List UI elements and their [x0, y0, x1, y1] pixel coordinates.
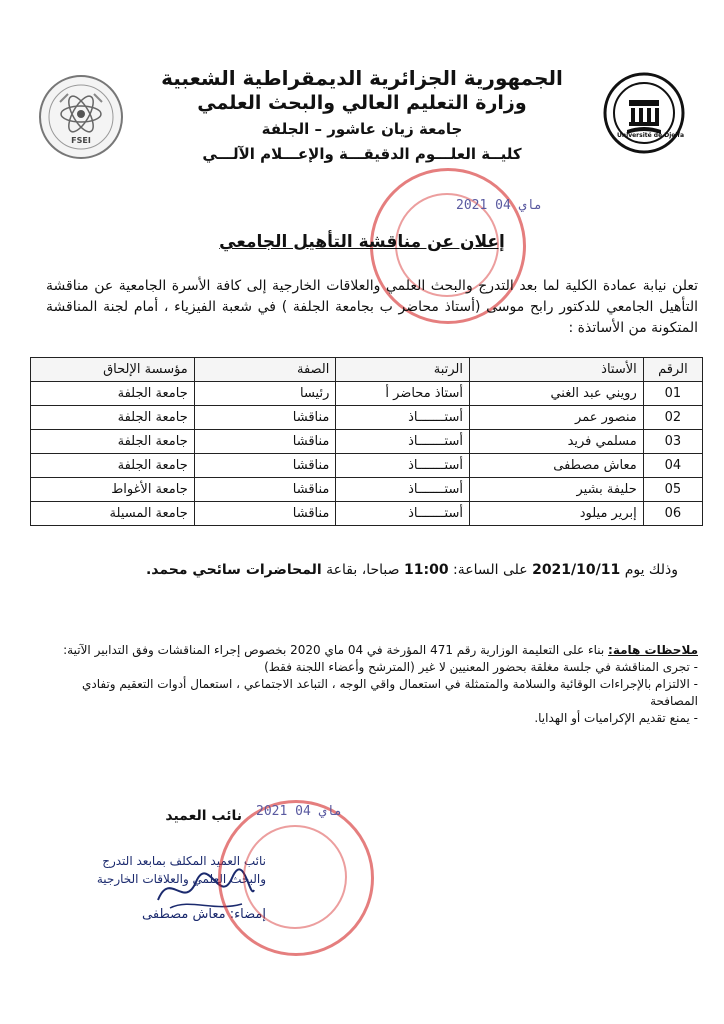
row-institution: جامعة الجلفة: [31, 382, 195, 406]
signature-stamp-line: والبحث العلمي والعلاقات الخارجية: [96, 872, 266, 886]
row-number: 01: [643, 382, 702, 406]
note-item: - يمنع تقديم الإكراميات أو الهدايا.: [534, 711, 698, 725]
university-name: جامعة زيان عاشور – الجلفة: [261, 120, 463, 138]
announcement-intro: تعلن نيابة عمادة الكلية لما بعد التدرج والبحث العلمي والعلاقات الخارجية إلى كافة الأسرة الجامعية عن مناقشة التأهيل الجامعي للدكتور رابح موسى (أستاذ محاضر ب بجامعة الجلفة ) في شعبة الفيزياء ، أمام لجنة المناقشة المتكونة من الأساتذة :: [46, 278, 698, 336]
column-header-role: الصفة: [194, 358, 336, 382]
stamp-date-bottom: 2021 04 ماي: [256, 804, 343, 819]
faculty-logo-text: FSEI: [71, 136, 91, 145]
row-professor: مسلمي فريد: [469, 430, 643, 454]
row-number: 06: [643, 502, 702, 526]
stamp-date-top: 2021 ماي 04: [456, 198, 543, 213]
table-row: [31, 454, 703, 478]
defense-schedule: [146, 562, 678, 578]
row-number: 03: [643, 430, 702, 454]
committee-table: [30, 357, 703, 526]
table-row: [31, 502, 703, 526]
row-role: رئيسا: [194, 382, 336, 406]
notes-heading-line: [46, 642, 698, 659]
row-number: 02: [643, 406, 702, 430]
row-professor: إبرير ميلود: [469, 502, 643, 526]
announcement-title: إعلان عن مناقشة التأهيل الجامعي: [219, 232, 505, 252]
column-header-professor: الأستاذ: [469, 358, 643, 382]
signature-title: نائب العميد: [165, 808, 242, 824]
important-notes: [46, 642, 698, 727]
row-number: 04: [643, 454, 702, 478]
row-institution: جامعة الأغواط: [31, 478, 195, 502]
row-rank: أستـــــــاذ: [336, 406, 470, 430]
row-role: مناقشا: [194, 430, 336, 454]
schedule-date: 2021/10/11: [532, 562, 621, 578]
row-rank: أستـــــــاذ: [336, 454, 470, 478]
row-rank: أستـــــــاذ: [336, 478, 470, 502]
row-role: مناقشا: [194, 478, 336, 502]
table-row: [31, 478, 703, 502]
row-role: مناقشا: [194, 502, 336, 526]
schedule-time: 11:00: [404, 562, 449, 578]
table-row: [31, 430, 703, 454]
column-header-institution: مؤسسة الإلحاق: [31, 358, 195, 382]
row-rank: أستاذ محاضر أ: [336, 382, 470, 406]
row-professor: منصور عمر: [469, 406, 643, 430]
notes-intro: بناء على التعليمة الوزارية رقم 471 المؤرخة في 04 ماي 2020 بخصوص إجراء المناقشات وفق التدابير الآتية:: [63, 643, 605, 657]
official-stamp-bottom: [218, 800, 374, 956]
row-institution: جامعة المسيلة: [31, 502, 195, 526]
ministry-name: وزارة التعليم العالي والبحث العلمي: [197, 92, 527, 114]
column-header-number: الرقم: [643, 358, 702, 382]
table-row: [31, 382, 703, 406]
row-professor: حليفة بشير: [469, 478, 643, 502]
table-header-row: [31, 358, 703, 382]
note-item: - الالتزام بالإجراءات الوقائية والسلامة والمتمثلة في استعمال واقي الوجه ، التباعد الاجتماعي ، استعمال أدوات التعقيم وتفادي المصافحة: [81, 677, 698, 708]
row-role: مناقشا: [194, 454, 336, 478]
schedule-prefix: وذلك يوم: [624, 562, 678, 578]
signature-stamp-line: نائب العميد المكلف بمابعد التدرج: [102, 854, 266, 868]
row-professor: رويني عبد الغني: [469, 382, 643, 406]
notes-label: ملاحظات هامة:: [608, 643, 698, 657]
row-role: مناقشا: [194, 406, 336, 430]
row-institution: جامعة الجلفة: [31, 406, 195, 430]
note-item: - تجرى المناقشة في جلسة مغلقة بحضور المعنيين لا غير (المترشح وأعضاء اللجنة فقط): [264, 660, 698, 674]
row-rank: أستـــــــاذ: [336, 502, 470, 526]
schedule-suffix: صباحا، بقاعة: [326, 562, 400, 578]
row-institution: جامعة الجلفة: [31, 430, 195, 454]
row-institution: جامعة الجلفة: [31, 454, 195, 478]
faculty-name: كليــة العلـــوم الدقيقـــة والإعـــلام الآلـــي: [202, 145, 522, 163]
row-number: 05: [643, 478, 702, 502]
table-row: [31, 406, 703, 430]
republic-name: الجمهورية الجزائرية الديمقراطية الشعبية: [161, 66, 563, 90]
schedule-venue: المحاضرات سائحي محمد.: [145, 562, 322, 578]
row-professor: معاش مصطفى: [469, 454, 643, 478]
column-header-rank: الرتبة: [336, 358, 470, 382]
row-rank: أستـــــــاذ: [336, 430, 470, 454]
university-logo-text: Université de Djelfa: [617, 132, 685, 139]
schedule-time-label: على الساعة:: [453, 562, 528, 578]
signer-name: إمضاء: معاش مصطفى: [142, 907, 266, 922]
